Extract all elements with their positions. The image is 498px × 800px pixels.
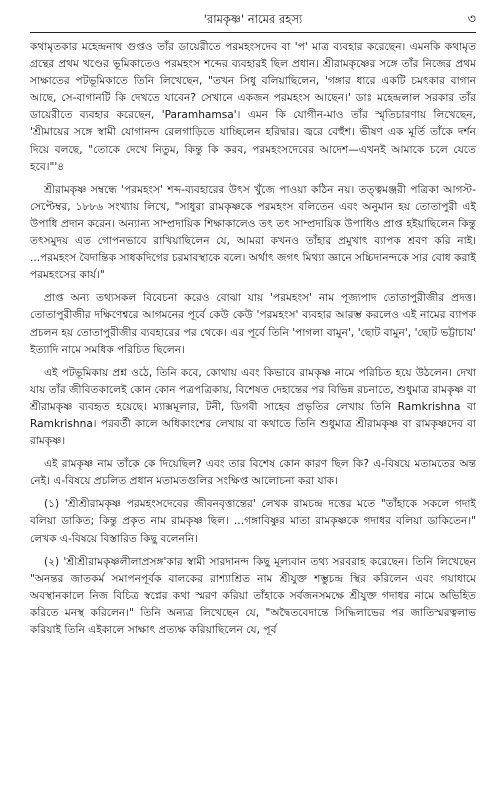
body-text (30, 39, 476, 639)
paragraph-7: (২) 'শ্রীশ্রীরামকৃষ্ণলীলাপ্রসঙ্গ'কার স্বামী সারদানন্দ কিছু মূল্যবান তথ্য সরবরাহ করেছেন। তিনি লিখেছেন "অনন্তর জাতকর্ম সমাপনপূর্বক বালকের রাশ্যাশ্রিত নাম শ্রীযুক্ত শম্ভুচন্দ্র স্থির করিলেন এবং গয়াধামে অবস্থানকালে নিজ বিচিত্র স্বপ্নের কথা স্মরণ করিয়া তাঁহাকে সর্বজনসমক্ষে শ্রীযুক্ত গদাধর নামে অভিহিত করিতে মনস্থ করিলেন।" তিনি অন্যত্র লিখেছেন যে, "অদ্বৈতবেদান্তে সিদ্ধিলাভের পর জাতিস্মরত্বলাভ করিয়াই তিনি এইকালে সাক্ষাৎ প্রত্যক্ষ করিয়াছিলেন যে, পূর্ব (30, 555, 476, 636)
paragraph-1: কথামৃতকার মহেন্দ্রনাথ গুপ্তও তাঁর ডায়েরীতে পরমহংসদেব বা 'প' মাত্র ব্যবহার করেছেন। এমনকি কথামৃত গ্রন্থের প্রথম খণ্ডের ভূমিকাতেও পরমহংস শব্দের ব্যবহারই ছিল প্রধান। শ্রীরামকৃষ্ণের সঙ্গে তাঁর নিজের প্রথম সাক্ষাতের পটভূমিকাতে তিনি লিখেছেন, "তখন সিধু বলিয়াছিলেন, 'গঙ্গার ধারে একটি চমৎকার বাগান আছে, সে-বাগানটি কি দেখতে যাবেন? সেখানে একজন পরমহংস আছেন।' ডাঃ মহেন্দ্রলাল সরকার তাঁর ডায়েরীতে ব্যবহার করেছেন, 'Paramhamsa'। এমন কি যোগীন-মাও তাঁর স্মৃতিচারণায় লিখেছেন, 'শ্রীমায়ের সঙ্গে স্বামী যোগানন্দ রেলগাড়িতে যাচ্ছিলেন হরিদ্বার। জ্বরে বেহুঁশ। ভীষণ এক মূর্তি তাঁকে দর্শন দিয়ে বলছে, "তোকে দেখে নিতুম, কিন্তু কি করব, পরমহংসদেবের আদেশ—এখনই আমাকে চলে যেতে হবে।"'৪ (30, 41, 476, 173)
header-rule (30, 32, 476, 33)
page-header (30, 8, 476, 30)
paragraph-3: প্রাপ্ত অন্য তথ্যসকল বিবেচনা করেও বোঝা যায় 'পরমহংস' নাম পূজ্যপাদ তোতাপুরীজীর প্রদত্ত। তোতাপুরীজীর দক্ষিণেশ্বরে আগমনের পূর্বে কেউ কেউ 'পরমহংস' ব্যবহার আরম্ভ করলেও এই নামের ব্যাপক প্রচলন হয় তোতাপুরীজীর ব্যবহারের পর থেকে। এর পূর্বে তিনি 'পাগলা বামুন', 'ছোট বামুন', 'ছোট ভট্টাচায' ইত্যাদি নামে সমধিক পরিচিত ছিলেন। (30, 292, 476, 356)
running-title: 'রামকৃষ্ণ' নামের রহস্য (203, 12, 303, 26)
paragraph-6: (১) 'শ্রীশ্রীরামকৃষ্ণ পরমহংসদেবের জীবনবৃত্তান্তের' লেখক রামচন্দ্র দত্তের মতে "তাঁহাকে সকলে গদাই বলিয়া ডাকিত; কিন্তু প্রকৃত নাম রামকৃষ্ণ ছিল। ...গঙ্গাবিষ্ণুর মাতা রামকৃষ্ণকে গদাধর বলিয়া ডাকিতেন।" লেখক এ-বিষয়ে বিস্তারিত কিছু বলেননি। (30, 498, 476, 545)
page-number: ৩ (467, 12, 476, 27)
paragraph-4: এই পটভূমিকায় প্রশ্ন ওঠে, তিনি কবে, কোথায় এবং কিভাবে রামকৃষ্ণ নামে পরিচিত হয়ে উঠলেন। দেখা যায় তাঁর জীবিতকালেই কোন কোন পত্রপত্রিকায়, বিশেষত দেহান্তের পর বিভিন্ন রচনাতে, শুধুমাত্র রামকৃষ্ণ বা শ্রীরামকৃষ্ণ ব্যবহৃত হয়েছে। ম্যাক্সমূলার, টনী, ডিগবী সাহেব প্রভৃতির লেখায় তিনি Ramkrishna বা Ramkrishna। পরবর্তী কালে অধিকাংশের লেখায় বা কথাতে তিনি শুধুমাত্র শ্রীরামকৃষ্ণ বা রামকৃষ্ণদেব বা রামকৃষ্ণ। (30, 366, 476, 448)
paragraph-5: এই রামকৃষ্ণ নাম তাঁকে কে দিয়েছিল? এবং তার বিশেষ কোন কারণ ছিল কি? এ-বিষয়ে মতামতের অন্ত নেই। এ-বিষয়ে প্রচলিত প্রধান মতামতগুলির সংক্ষিপ্ত আলোচনা করা যাক। (30, 458, 476, 488)
paragraph-2: শ্রীরামকৃষ্ণ সম্বন্ধে 'পরমহংস' শব্দ-ব্যবহারের উৎস খুঁজে পাওয়া কঠিন নয়। তত্ত্বমঞ্জরী পত্রিকা আগস্ট-সেপ্টেম্বর, ১৮৮৬ সংখ্যায় লিখে, "সাধুরা রামকৃষ্ণকে পরমহংস বলিতেন এবং অনুমান হয় তোতাপুরী এই উপাধি প্রদান করেন। অন্যান্য সাম্প্রদায়িক শিক্ষাকালেও তৎ তৎ সাম্প্রদায়িক উপাধিও প্রাপ্ত হইয়াছিলেন কিন্তু তৎসমুদয় এত গোপনভাবে রাখিয়াছিলেন যে, আমরা কখনও তাঁহার প্রমুখাৎ ব্যাপক শ্রবণ করি নাই। ...পরমহংস বৈদান্তিক সাধকদিগের চরমাবস্থাকে বলে। অর্থাৎ জগৎ মিথ্যা জ্ঞানে সচ্চিদানন্দকে সার বোধ করাই পরমহংসের কার্য।" (30, 183, 476, 282)
